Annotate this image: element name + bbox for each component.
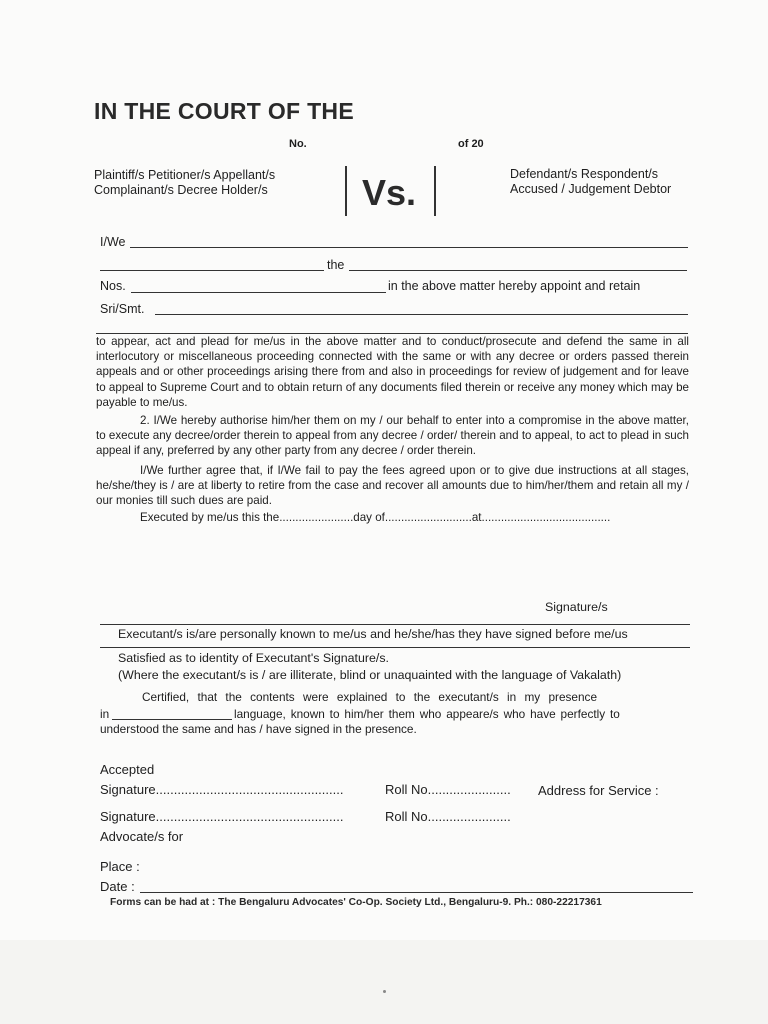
place-label: Place : [100,859,140,874]
language-field[interactable] [112,719,232,720]
where-statement: (Where the executant/s is / are illiterate, blind or unaquainted with the language of Vakalath) [118,668,622,682]
roll-no-field-2[interactable]: Roll No....................... [385,809,511,824]
known-statement: Executant/s is/are personally known to me/us and he/she/has they have signed before me/us [118,627,628,641]
footer-publisher: Forms can be had at : The Bengaluru Advocates' Co-Op. Society Ltd., Bengaluru-9. Ph.: 080-22217361 [110,897,602,908]
case-year-label: of 20 [458,138,484,150]
plaintiff-line-1: Plaintiff/s Petitioner/s Appellant/s [94,168,276,182]
vs-right-bar [434,166,436,216]
plaintiff-line-2: Complainant/s Decree Holder/s [94,183,268,197]
signature-field-2[interactable]: Signature.................................................... [100,809,344,824]
advocate-name-field[interactable] [155,314,688,315]
signature-line[interactable] [100,624,690,625]
iwe-label: I/We [100,235,126,249]
advocates-for-label: Advocate/s for [100,829,184,844]
certified-line-2-suffix: language, known to him/her them who appeare/s who have perfectly to [234,707,620,721]
vs-left-bar [345,166,347,216]
plaintiff-block [94,168,275,198]
paragraph-1: to appear, act and plead for me/us in the above matter and to conduct/prosecute and defend the same in all interlocutory or miscellaneous proceeding connected with the same or with any decree or orders passed therein appeals and or other proceedings arising there from and also in proceedings for review of judgement and for leave to appeal to Supreme Court and to obtain return of any documents filed therein or receive any money which may be payable to me/us. [96,335,689,409]
signature-field-1[interactable]: Signature.................................................... [100,782,344,797]
defendant-block [510,167,671,197]
satisfied-statement: Satisfied as to identity of Executant's Signature/s. [118,651,389,665]
srismt-label: Sri/Smt. [100,302,145,316]
executed-line: Executed by me/us this the.......................day of...........................at........................................ [140,511,611,524]
certified-line-3: understood the same and has / have signed in the presence. [100,722,417,736]
defendant-line-2: Accused / Judgement Debtor [510,182,672,196]
accepted-label: Accepted [100,762,155,777]
nos-field[interactable] [131,292,386,293]
case-no-label: No. [289,138,307,150]
paragraph-3: I/We further agree that, if I/We fail to pay the fees agreed upon or to give due instructions at all stages, he/she/they is / are at liberty to retire from the case and recover all amounts due to him/her/them and retain all my / our monies till such dues are paid. [96,464,689,508]
paragraph-2: 2. I/We hereby authorise him/her them on my / our behalf to enter into a compromise in the above matter, to execute any decree/order therein to appeal from any decree / order/ therein and to appeal, to act to plead in such appeal if any, preferred by any other party from any decree / order therein. [96,414,689,458]
nos-label: Nos. [100,279,126,293]
scan-speck [383,990,386,993]
court-title: IN THE COURT OF THE [94,98,354,124]
address-for-service-label: Address for Service : [538,783,659,798]
defendant-line-1: Defendant/s Respondent/s [510,167,659,181]
certified-line-2-prefix: in [100,707,110,721]
roll-no-field-1[interactable]: Roll No....................... [385,782,511,797]
appoint-text: in the above matter hereby appoint and retain [388,279,641,293]
signature-label: Signature/s [545,600,608,614]
date-label: Date : [100,879,135,894]
party-name-field[interactable] [100,270,324,271]
versus-label: Vs. [362,172,417,213]
certified-line-1: Certified, that the contents were explained to the executant/s in my presence [142,690,598,704]
the-label: the [327,258,345,272]
party-role-field[interactable] [349,270,687,271]
known-line [100,647,690,648]
date-field[interactable] [140,892,693,893]
iwe-field[interactable] [130,247,688,248]
